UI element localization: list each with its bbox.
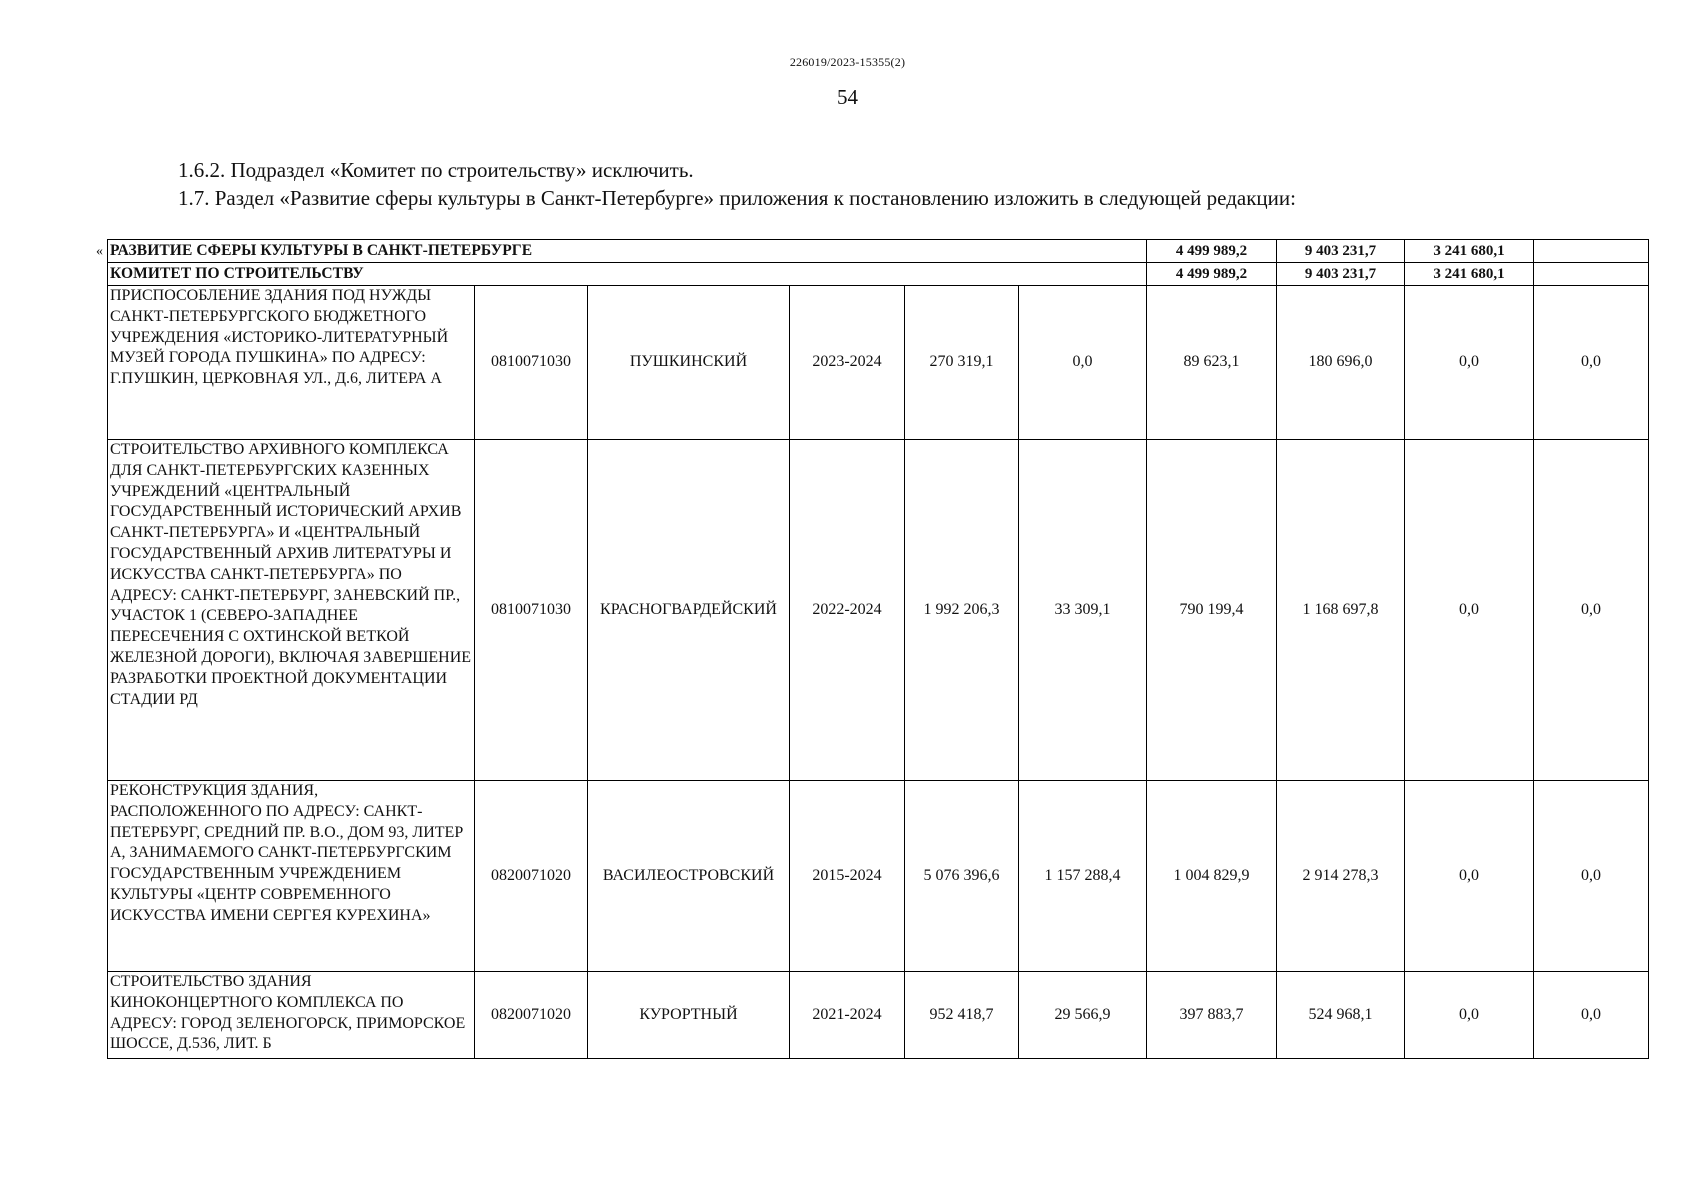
- opening-quote: «: [96, 244, 103, 259]
- value-2026: 0,0: [1534, 781, 1649, 972]
- section-value-2024: 9 403 231,7: [1277, 240, 1405, 263]
- district: КРАСНОГВАРДЕЙСКИЙ: [588, 440, 790, 781]
- previous-financing: 0,0: [1019, 286, 1147, 440]
- district: ВАСИЛЕОСТРОВСКИЙ: [588, 781, 790, 972]
- table-row: [108, 440, 1649, 781]
- value-2024: 1 168 697,8: [1277, 440, 1405, 781]
- committee-value-2024: 9 403 231,7: [1277, 263, 1405, 286]
- object-name: СТРОИТЕЛЬСТВО АРХИВНОГО КОМПЛЕКСА ДЛЯ САНКТ-ПЕТЕРБУРГСКИХ КАЗЕННЫХ УЧРЕЖДЕНИЙ «ЦЕНТРАЛЬНЫЙ ГОСУДАРСТВЕННЫЙ ИСТОРИЧЕСКИЙ АРХИВ САНКТ-ПЕТЕРБУРГА» И «ЦЕНТРАЛЬНЫЙ ГОСУДАРСТВЕННЫЙ АРХИВ ЛИТЕРАТУРЫ И ИСКУССТВА САНКТ-ПЕТЕРБУРГА» ПО АДРЕСУ: САНКТ-ПЕТЕРБУРГ, ЗАНЕВСКИЙ ПР., УЧАСТОК 1 (СЕВЕРО-ЗАПАДНЕЕ ПЕРЕСЕЧЕНИЯ С ОХТИНСКОЙ ВЕТКОЙ ЖЕЛЕЗНОЙ ДОРОГИ), ВКЛЮЧАЯ ЗАВЕРШЕНИЕ РАЗРАБОТКИ ПРОЕКТНОЙ ДОКУМЕНТАЦИИ СТАДИИ РД: [108, 440, 475, 781]
- value-2025: 0,0: [1405, 440, 1534, 781]
- value-2024: 2 914 278,3: [1277, 781, 1405, 972]
- budget-code: 0810071030: [475, 286, 588, 440]
- section-value-2025: 3 241 680,1: [1405, 240, 1534, 263]
- years: 2021-2024: [790, 972, 905, 1059]
- value-2023: 1 004 829,9: [1147, 781, 1277, 972]
- committee-value-2023: 4 499 989,2: [1147, 263, 1277, 286]
- value-2026: 0,0: [1534, 440, 1649, 781]
- value-2025: 0,0: [1405, 286, 1534, 440]
- budget-code: 0820071020: [475, 781, 588, 972]
- object-name: ПРИСПОСОБЛЕНИЕ ЗДАНИЯ ПОД НУЖДЫ САНКТ-ПЕТЕРБУРГСКОГО БЮДЖЕТНОГО УЧРЕЖДЕНИЯ «ИСТОРИКО-ЛИТЕРАТУРНЫЙ МУЗЕЙ ГОРОДА ПУШКИНА» ПО АДРЕСУ: Г.ПУШКИН, ЦЕРКОВНАЯ УЛ., Д.6, ЛИТЕРА А: [108, 286, 475, 440]
- value-2024: 524 968,1: [1277, 972, 1405, 1059]
- district: КУРОРТНЫЙ: [588, 972, 790, 1059]
- total-cost: 952 418,7: [905, 972, 1019, 1059]
- page-number: 54: [837, 85, 858, 109]
- paragraph-1-7: 1.7. Раздел «Развитие сферы культуры в Санкт-Петербурге» приложения к постановлению изложить в следующей редакции:: [178, 186, 1296, 210]
- value-2026: 0,0: [1534, 286, 1649, 440]
- years: 2022-2024: [790, 440, 905, 781]
- object-name: СТРОИТЕЛЬСТВО ЗДАНИЯ КИНОКОНЦЕРТНОГО КОМПЛЕКСА ПО АДРЕСУ: ГОРОД ЗЕЛЕНОГОРСК, ПРИМОРСКОЕ ШОССЕ, Д.536, ЛИТ. Б: [108, 972, 475, 1059]
- previous-financing: 29 566,9: [1019, 972, 1147, 1059]
- value-2023: 397 883,7: [1147, 972, 1277, 1059]
- object-name: РЕКОНСТРУКЦИЯ ЗДАНИЯ, РАСПОЛОЖЕННОГО ПО АДРЕСУ: САНКТ-ПЕТЕРБУРГ, СРЕДНИЙ ПР. В.О., ДОМ 93, ЛИТЕР А, ЗАНИМАЕМОГО САНКТ-ПЕТЕРБУРГСКИМ ГОСУДАРСТВЕННЫМ УЧРЕЖДЕНИЕМ КУЛЬТУРЫ «ЦЕНТР СОВРЕМЕННОГО ИСКУССТВА ИМЕНИ СЕРГЕЯ КУРЕХИНА»: [108, 781, 475, 972]
- value-2024: 180 696,0: [1277, 286, 1405, 440]
- value-2026: 0,0: [1534, 972, 1649, 1059]
- district: ПУШКИНСКИЙ: [588, 286, 790, 440]
- value-2023: 790 199,4: [1147, 440, 1277, 781]
- committee-title: КОМИТЕТ ПО СТРОИТЕЛЬСТВУ: [108, 263, 1147, 286]
- table-row: [108, 781, 1649, 972]
- section-value-2026: [1534, 240, 1649, 263]
- document-id: 226019/2023-15355(2): [789, 55, 906, 69]
- previous-financing: 33 309,1: [1019, 440, 1147, 781]
- value-2023: 89 623,1: [1147, 286, 1277, 440]
- committee-value-2025: 3 241 680,1: [1405, 263, 1534, 286]
- paragraph-1-6-2: 1.6.2. Подраздел «Комитет по строительству» исключить.: [178, 158, 694, 182]
- section-row: [108, 240, 1649, 263]
- total-cost: 1 992 206,3: [905, 440, 1019, 781]
- budget-code: 0820071020: [475, 972, 588, 1059]
- years: 2015-2024: [790, 781, 905, 972]
- total-cost: 5 076 396,6: [905, 781, 1019, 972]
- table-row: [108, 286, 1649, 440]
- previous-financing: 1 157 288,4: [1019, 781, 1147, 972]
- section-title: РАЗВИТИЕ СФЕРЫ КУЛЬТУРЫ В САНКТ-ПЕТЕРБУРГЕ: [108, 240, 1147, 263]
- section-value-2023: 4 499 989,2: [1147, 240, 1277, 263]
- budget-code: 0810071030: [475, 440, 588, 781]
- committee-value-2026: [1534, 263, 1649, 286]
- value-2025: 0,0: [1405, 972, 1534, 1059]
- years: 2023-2024: [790, 286, 905, 440]
- budget-table: [107, 239, 1649, 1059]
- table-row: [108, 972, 1649, 1059]
- total-cost: 270 319,1: [905, 286, 1019, 440]
- value-2025: 0,0: [1405, 781, 1534, 972]
- committee-row: [108, 263, 1649, 286]
